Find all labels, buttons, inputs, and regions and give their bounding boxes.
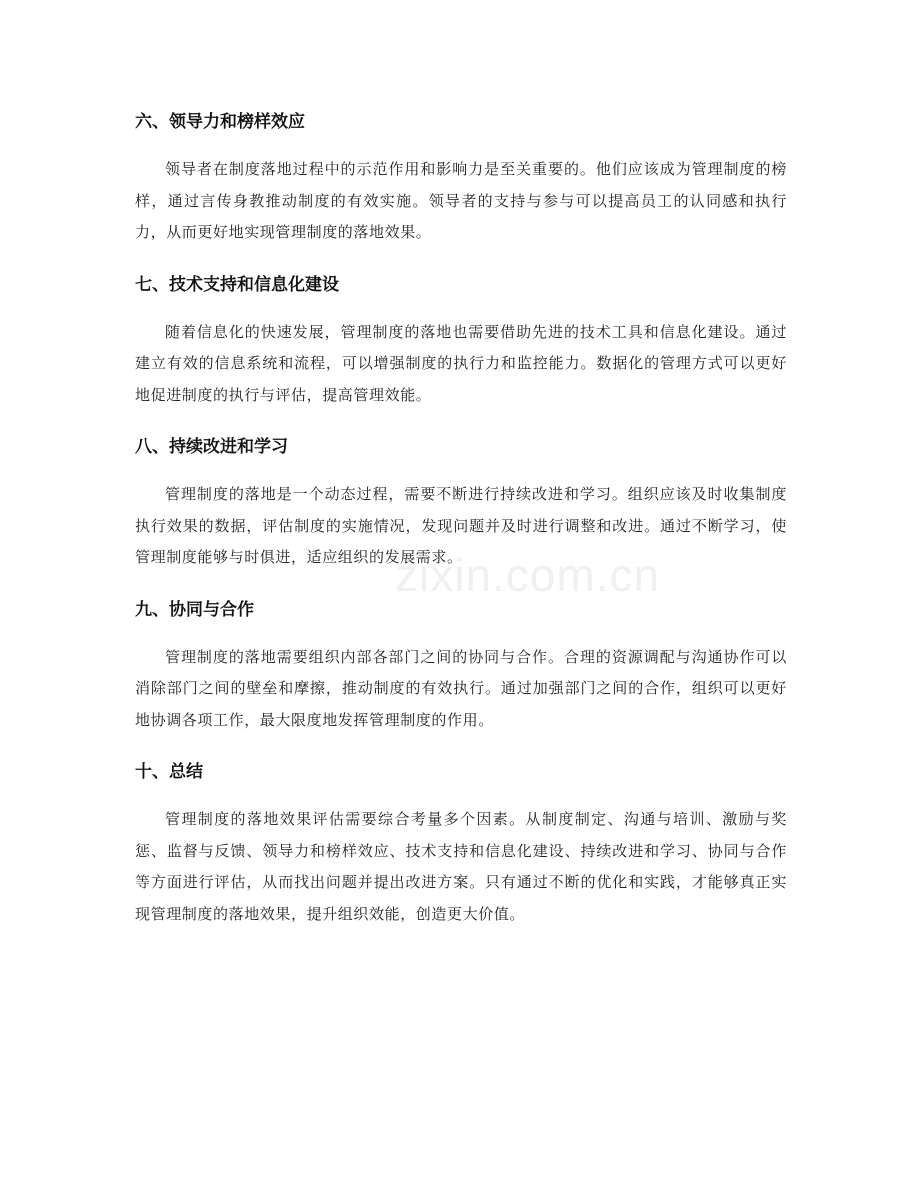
section-paragraph: 领导者在制度落地过程中的示范作用和影响力是至关重要的。他们应该成为管理制度的榜样，通过言传身教推动制度的有效实施。领导者的支持与参与可以提高员工的认同感和执行力，从而更好地实现管理制度的落地效果。: [135, 160, 787, 241]
section-paragraph: 管理制度的落地是一个动态过程，需要不断进行持续改进和学习。组织应该及时收集制度执行效果的数据，评估制度的实施情况，发现问题并及时进行调整和改进。通过不断学习，使管理制度能够与时俱进，适应组织的发展需求。: [135, 485, 787, 566]
document-body: [135, 104, 787, 948]
section-paragraph: 管理制度的落地效果评估需要综合考量多个因素。从制度制定、沟通与培训、激励与奖惩、监督与反馈、领导力和榜样效应、技术支持和信息化建设、持续改进和学习、协同与合作等方面进行评估，从而找出问题并提出改进方案。只有通过不断的优化和实践，才能够真正实现管理制度的落地效果，提升组织效能，创造更大价值。: [135, 810, 787, 923]
section-paragraph: 管理制度的落地需要组织内部各部门之间的协同与合作。合理的资源调配与沟通协作可以消除部门之间的壁垒和摩擦，推动制度的有效执行。通过加强部门之间的合作，组织可以更好地协调各项工作，最大限度地发挥管理制度的作用。: [135, 647, 787, 729]
section-improvement: [135, 429, 787, 574]
section-heading: 十、总结: [135, 762, 203, 782]
section-heading: 七、技术支持和信息化建设: [135, 274, 339, 295]
section-summary: [135, 754, 787, 930]
section-heading: 九、协同与合作: [135, 599, 254, 620]
section-technology: [135, 267, 787, 412]
section-paragraph: 随着信息化的快速发展，管理制度的落地也需要借助先进的技术工具和信息化建设。通过建立有效的信息系统和流程，可以增强制度的执行力和监控能力。数据化的管理方式可以更好地促进制度的执行与评估，提高管理效能。: [135, 322, 787, 404]
section-heading: 六、领导力和榜样效应: [135, 112, 305, 132]
section-leadership: [135, 104, 787, 249]
section-collaboration: [135, 592, 787, 737]
watermark: zixin.com.cn: [395, 549, 661, 601]
section-heading: 八、持续改进和学习: [135, 437, 288, 457]
